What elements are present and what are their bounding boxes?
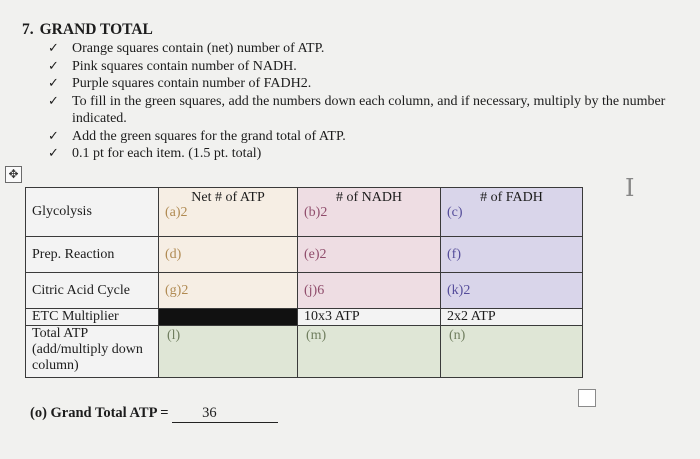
value-d: (d) [165,246,182,262]
cell-glycolysis-nadh[interactable] [298,188,441,237]
value-f: (f) [447,246,461,262]
check-icon: ✓ [48,76,59,91]
question-number: 7. [22,21,34,38]
cell-prep-fadh[interactable] [441,237,583,273]
row-label-citric: Citric Acid Cycle [26,273,159,309]
table-row-prep [26,237,583,273]
table-row-citric [26,273,583,309]
instruction-checklist [45,40,695,163]
checklist-item: ✓ Purple squares contain number of FADH2. [48,76,312,91]
value-l: (l) [167,328,181,343]
row-label-total: Total ATP (add/multiply down column) [26,326,159,378]
check-icon: ✓ [48,128,59,144]
cell-total-nadh[interactable] [298,326,441,378]
grand-total-label: (o) Grand Total ATP = [30,405,169,421]
checklist-item: ✓ Orange squares contain (net) number of ATP. [48,41,325,56]
value-g: (g)2 [165,282,189,298]
header-atp: Net # of ATP [191,190,265,205]
grand-total-line [30,405,278,423]
check-icon: ✓ [48,41,59,56]
checklist-item: ✓ 0.1 pt for each item. (1.5 pt. total) [48,146,262,161]
cell-glycolysis-fadh[interactable] [441,188,583,237]
cell-prep-nadh[interactable] [298,237,441,273]
table-move-handle-icon[interactable]: ✥ [5,166,22,183]
cell-prep-atp[interactable] [159,237,298,273]
row-label-prep: Prep. Reaction [26,237,159,273]
table-resize-handle[interactable] [578,389,596,407]
row-label-etc: ETC Multiplier [26,309,159,326]
check-icon: ✓ [48,93,59,109]
cell-total-atp[interactable] [159,326,298,378]
value-j: (j)6 [304,282,325,298]
atp-table [25,187,583,378]
cell-citric-atp[interactable] [159,273,298,309]
header-nadh: # of NADH [335,190,403,205]
cell-citric-nadh[interactable] [298,273,441,309]
checklist-item: ✓ To fill in the green squares, add the numbers down each column, and if necessary, multiply by the number indicated. [48,93,666,126]
value-n: (n) [449,328,466,343]
table-row-etc [26,309,583,326]
cell-glycolysis-atp[interactable] [159,188,298,237]
check-icon: ✓ [48,146,59,161]
cell-citric-fadh[interactable] [441,273,583,309]
header-fadh: # of FADH [480,190,543,205]
table-row-glycolysis [26,188,583,237]
cell-total-fadh[interactable] [441,326,583,378]
text-cursor-icon: I [625,174,635,202]
question-heading [22,21,153,39]
value-c: (c) [447,205,463,220]
check-icon: ✓ [48,58,59,74]
checklist-item: ✓ Pink squares contain number of NADH. [48,58,297,74]
value-k: (k)2 [447,282,471,298]
table-row-total [26,326,583,378]
cell-etc-nadh: 10x3 ATP [298,309,441,326]
value-m: (m) [306,328,327,343]
question-title: GRAND TOTAL [39,21,153,38]
value-e: (e)2 [304,246,327,262]
cell-etc-fadh: 2x2 ATP [441,309,583,326]
cell-etc-atp-blocked [159,309,298,326]
value-a: (a)2 [165,205,188,220]
grand-total-answer[interactable]: 36 [172,405,278,423]
checklist-item: ✓ Add the green squares for the grand total of ATP. [48,128,346,144]
value-b: (b)2 [304,205,328,220]
row-label-glycolysis: Glycolysis [26,188,159,237]
